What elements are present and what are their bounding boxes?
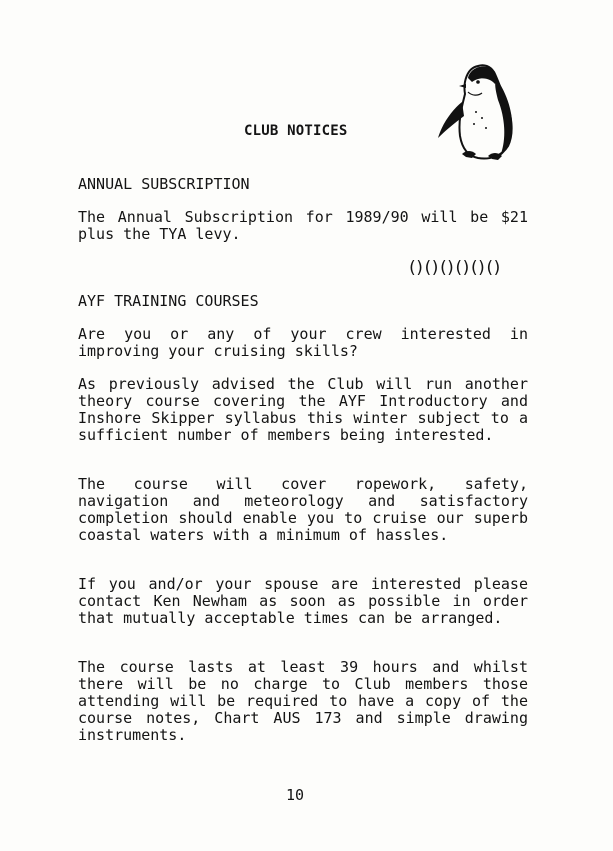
page-number: 10 xyxy=(286,786,305,804)
section-divider: ()()()()()() xyxy=(407,258,500,278)
section-heading-ayf-training: AYF TRAINING COURSES xyxy=(78,292,259,310)
paragraph-subscription: The Annual Subscription for 1989/90 will be $21 plus the TYA levy. xyxy=(78,208,528,243)
page-title: CLUB NOTICES xyxy=(244,123,348,139)
penguin-icon xyxy=(432,58,532,166)
section-heading-annual-subscription: ANNUAL SUBSCRIPTION xyxy=(78,175,250,193)
paragraph-course-requirements: The course lasts at least 39 hours and whilst there will be no charge to Club members those attending will be required to have a copy of the course notes, Chart AUS 173 and simple drawing instruments. xyxy=(78,658,528,744)
paragraph-crew-interest: Are you or any of your crew interested in improving your cruising skills? xyxy=(78,325,528,360)
paragraph-theory-course: As previously advised the Club will run another theory course covering the AYF Introductory and Inshore Skipper syllabus this winter subject to a sufficient number of members being interested. xyxy=(78,375,528,444)
paragraph-course-content: The course will cover ropework, safety, navigation and meteorology and satisfactory completion should enable you to cruise our superb coastal waters with a minimum of hassles. xyxy=(78,475,528,544)
paragraph-contact: If you and/or your spouse are interested please contact Ken Newham as soon as possible in order that mutually acceptable times can be arranged. xyxy=(78,575,528,627)
